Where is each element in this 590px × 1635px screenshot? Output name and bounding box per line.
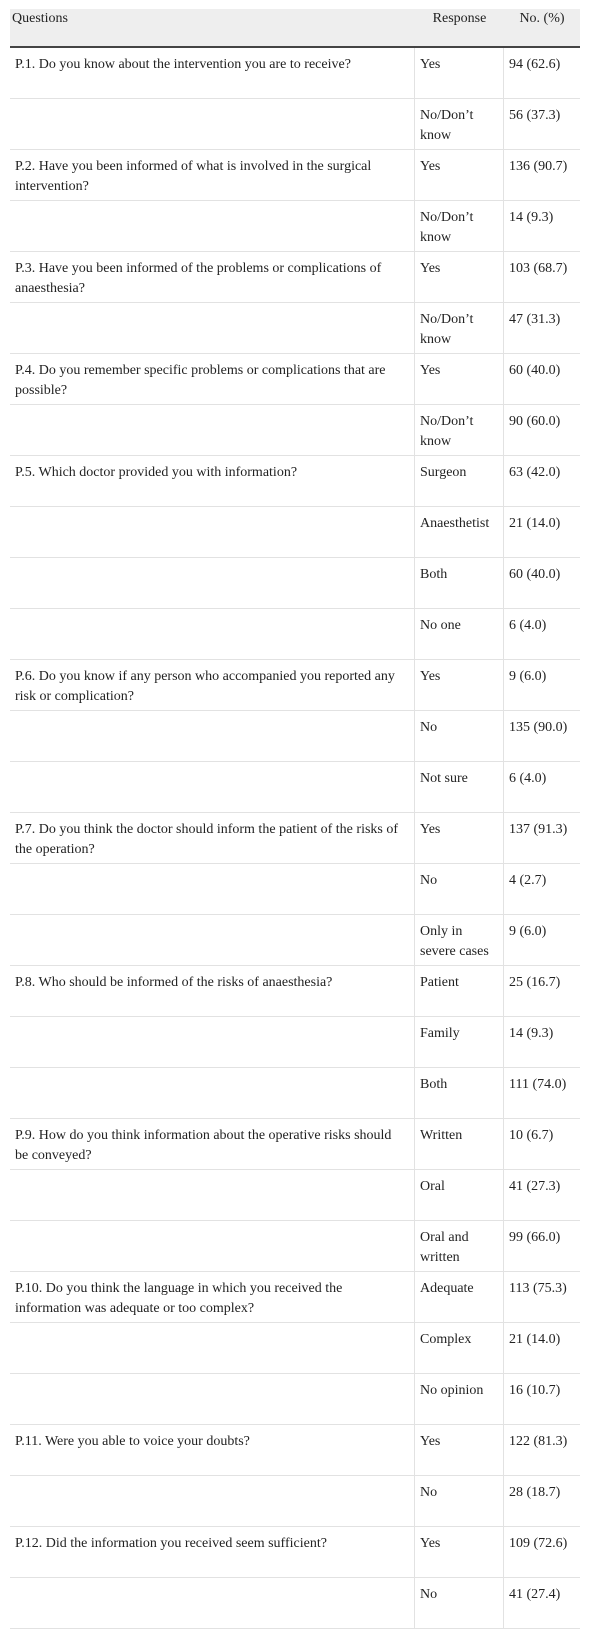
response-cell: Written <box>415 1119 504 1169</box>
survey-table <box>10 9 580 1629</box>
table-row <box>10 354 580 405</box>
table-row <box>10 1170 580 1221</box>
header-count: No. (%) <box>519 11 565 26</box>
table-row <box>10 1425 580 1476</box>
table-row <box>10 864 580 915</box>
count-cell: 63 (42.0) <box>509 465 561 480</box>
question-cell <box>10 711 415 761</box>
table-row <box>10 609 580 660</box>
table-row <box>10 405 580 456</box>
table-row <box>10 48 580 99</box>
question-cell <box>10 915 415 965</box>
count-cell: 10 (6.7) <box>509 1128 554 1143</box>
count-cell: 28 (18.7) <box>509 1485 561 1500</box>
count-cell: 113 (75.3) <box>509 1281 567 1296</box>
table-row <box>10 966 580 1017</box>
table-row <box>10 1221 580 1272</box>
question-cell <box>10 1017 415 1067</box>
response-cell: Adequate <box>415 1272 504 1322</box>
count-cell: 21 (14.0) <box>509 1332 561 1347</box>
question-cell: P.1. Do you know about the intervention you are to receive? <box>10 48 415 98</box>
table-row <box>10 303 580 354</box>
response-cell: No <box>415 1578 504 1628</box>
response-cell: Complex <box>415 1323 504 1373</box>
count-cell: 136 (90.7) <box>509 159 568 174</box>
response-cell: Yes <box>415 150 504 200</box>
count-cell: 9 (6.0) <box>509 924 547 939</box>
response-cell: No/Don’t know <box>415 201 504 251</box>
table-row <box>10 150 580 201</box>
response-cell: No/Don’t know <box>415 303 504 353</box>
table-row <box>10 915 580 966</box>
count-cell: 90 (60.0) <box>509 414 561 429</box>
question-cell: P.5. Which doctor provided you with information? <box>10 456 415 506</box>
response-cell: No <box>415 864 504 914</box>
count-cell: 6 (4.0) <box>509 618 547 633</box>
response-cell: Family <box>415 1017 504 1067</box>
response-cell: Surgeon <box>415 456 504 506</box>
question-cell: P.4. Do you remember specific problems or complications that are possible? <box>10 354 415 404</box>
count-cell: 135 (90.0) <box>509 720 568 735</box>
count-cell: 103 (68.7) <box>509 261 568 276</box>
response-cell: No/Don’t know <box>415 405 504 455</box>
table-row <box>10 201 580 252</box>
response-cell: Yes <box>415 48 504 98</box>
table-row <box>10 1374 580 1425</box>
question-cell <box>10 558 415 608</box>
response-cell: Both <box>415 558 504 608</box>
header-questions: Questions <box>12 11 68 26</box>
response-cell: No <box>415 711 504 761</box>
response-cell: Yes <box>415 252 504 302</box>
table-row <box>10 1272 580 1323</box>
count-cell: 109 (72.6) <box>509 1536 568 1551</box>
question-cell <box>10 609 415 659</box>
question-cell <box>10 1578 415 1628</box>
count-cell: 94 (62.6) <box>509 57 561 72</box>
table-row <box>10 1476 580 1527</box>
table-row <box>10 762 580 813</box>
count-cell: 9 (6.0) <box>509 669 547 684</box>
response-cell: Yes <box>415 1527 504 1577</box>
question-cell: P.8. Who should be informed of the risks of anaesthesia? <box>10 966 415 1016</box>
question-cell <box>10 507 415 557</box>
response-cell: Not sure <box>415 762 504 812</box>
question-cell: P.2. Have you been informed of what is involved in the surgical intervention? <box>10 150 415 200</box>
question-cell <box>10 303 415 353</box>
question-cell: P.9. How do you think information about the operative risks should be conveyed? <box>10 1119 415 1169</box>
count-cell: 111 (74.0) <box>509 1077 567 1092</box>
count-cell: 41 (27.3) <box>509 1179 561 1194</box>
response-cell: No opinion <box>415 1374 504 1424</box>
response-cell: Both <box>415 1068 504 1118</box>
table-row <box>10 252 580 303</box>
response-cell: Yes <box>415 813 504 863</box>
response-cell: Only in severe cases <box>415 915 504 965</box>
table-row <box>10 711 580 762</box>
count-cell: 14 (9.3) <box>509 210 554 225</box>
table-header <box>10 9 580 48</box>
count-cell: 25 (16.7) <box>509 975 561 990</box>
response-cell: Yes <box>415 354 504 404</box>
question-cell <box>10 1170 415 1220</box>
response-cell: Patient <box>415 966 504 1016</box>
question-cell: P.12. Did the information you received seem sufficient? <box>10 1527 415 1577</box>
question-cell <box>10 1068 415 1118</box>
count-cell: 99 (66.0) <box>509 1230 561 1245</box>
count-cell: 6 (4.0) <box>509 771 547 786</box>
question-cell <box>10 405 415 455</box>
question-cell <box>10 864 415 914</box>
question-cell: P.10. Do you think the language in which you received the information was adequate or too complex? <box>10 1272 415 1322</box>
table-row <box>10 456 580 507</box>
response-cell: No one <box>415 609 504 659</box>
table-row <box>10 558 580 609</box>
count-cell: 16 (10.7) <box>509 1383 561 1398</box>
question-cell <box>10 1323 415 1373</box>
question-cell: P.11. Were you able to voice your doubts? <box>10 1425 415 1475</box>
question-cell <box>10 99 415 149</box>
table-row <box>10 1527 580 1578</box>
table-row <box>10 660 580 711</box>
question-cell <box>10 1221 415 1271</box>
question-cell: P.7. Do you think the doctor should inform the patient of the risks of the operation? <box>10 813 415 863</box>
table-row <box>10 1119 580 1170</box>
table-row <box>10 1323 580 1374</box>
count-cell: 137 (91.3) <box>509 822 568 837</box>
question-cell: P.3. Have you been informed of the problems or complications of anaesthesia? <box>10 252 415 302</box>
count-cell: 41 (27.4) <box>509 1587 561 1602</box>
question-cell <box>10 1476 415 1526</box>
count-cell: 14 (9.3) <box>509 1026 554 1041</box>
response-cell: No <box>415 1476 504 1526</box>
count-cell: 21 (14.0) <box>509 516 561 531</box>
response-cell: Yes <box>415 660 504 710</box>
count-cell: 4 (2.7) <box>509 873 547 888</box>
table-row <box>10 1017 580 1068</box>
table-body <box>10 48 580 1629</box>
table-row <box>10 813 580 864</box>
table-row <box>10 99 580 150</box>
count-cell: 56 (37.3) <box>509 108 561 123</box>
count-cell: 60 (40.0) <box>509 567 561 582</box>
header-response: Response <box>432 11 487 26</box>
response-cell: Oral <box>415 1170 504 1220</box>
question-cell <box>10 762 415 812</box>
count-cell: 122 (81.3) <box>509 1434 568 1449</box>
response-cell: No/Don’t know <box>415 99 504 149</box>
response-cell: Anaesthetist <box>415 507 504 557</box>
response-cell: Yes <box>415 1425 504 1475</box>
response-cell: Oral and written <box>415 1221 504 1271</box>
count-cell: 60 (40.0) <box>509 363 561 378</box>
table-row <box>10 1068 580 1119</box>
question-cell <box>10 201 415 251</box>
table-row <box>10 507 580 558</box>
question-cell: P.6. Do you know if any person who accompanied you reported any risk or complication? <box>10 660 415 710</box>
question-cell <box>10 1374 415 1424</box>
count-cell: 47 (31.3) <box>509 312 561 327</box>
table-row <box>10 1578 580 1629</box>
